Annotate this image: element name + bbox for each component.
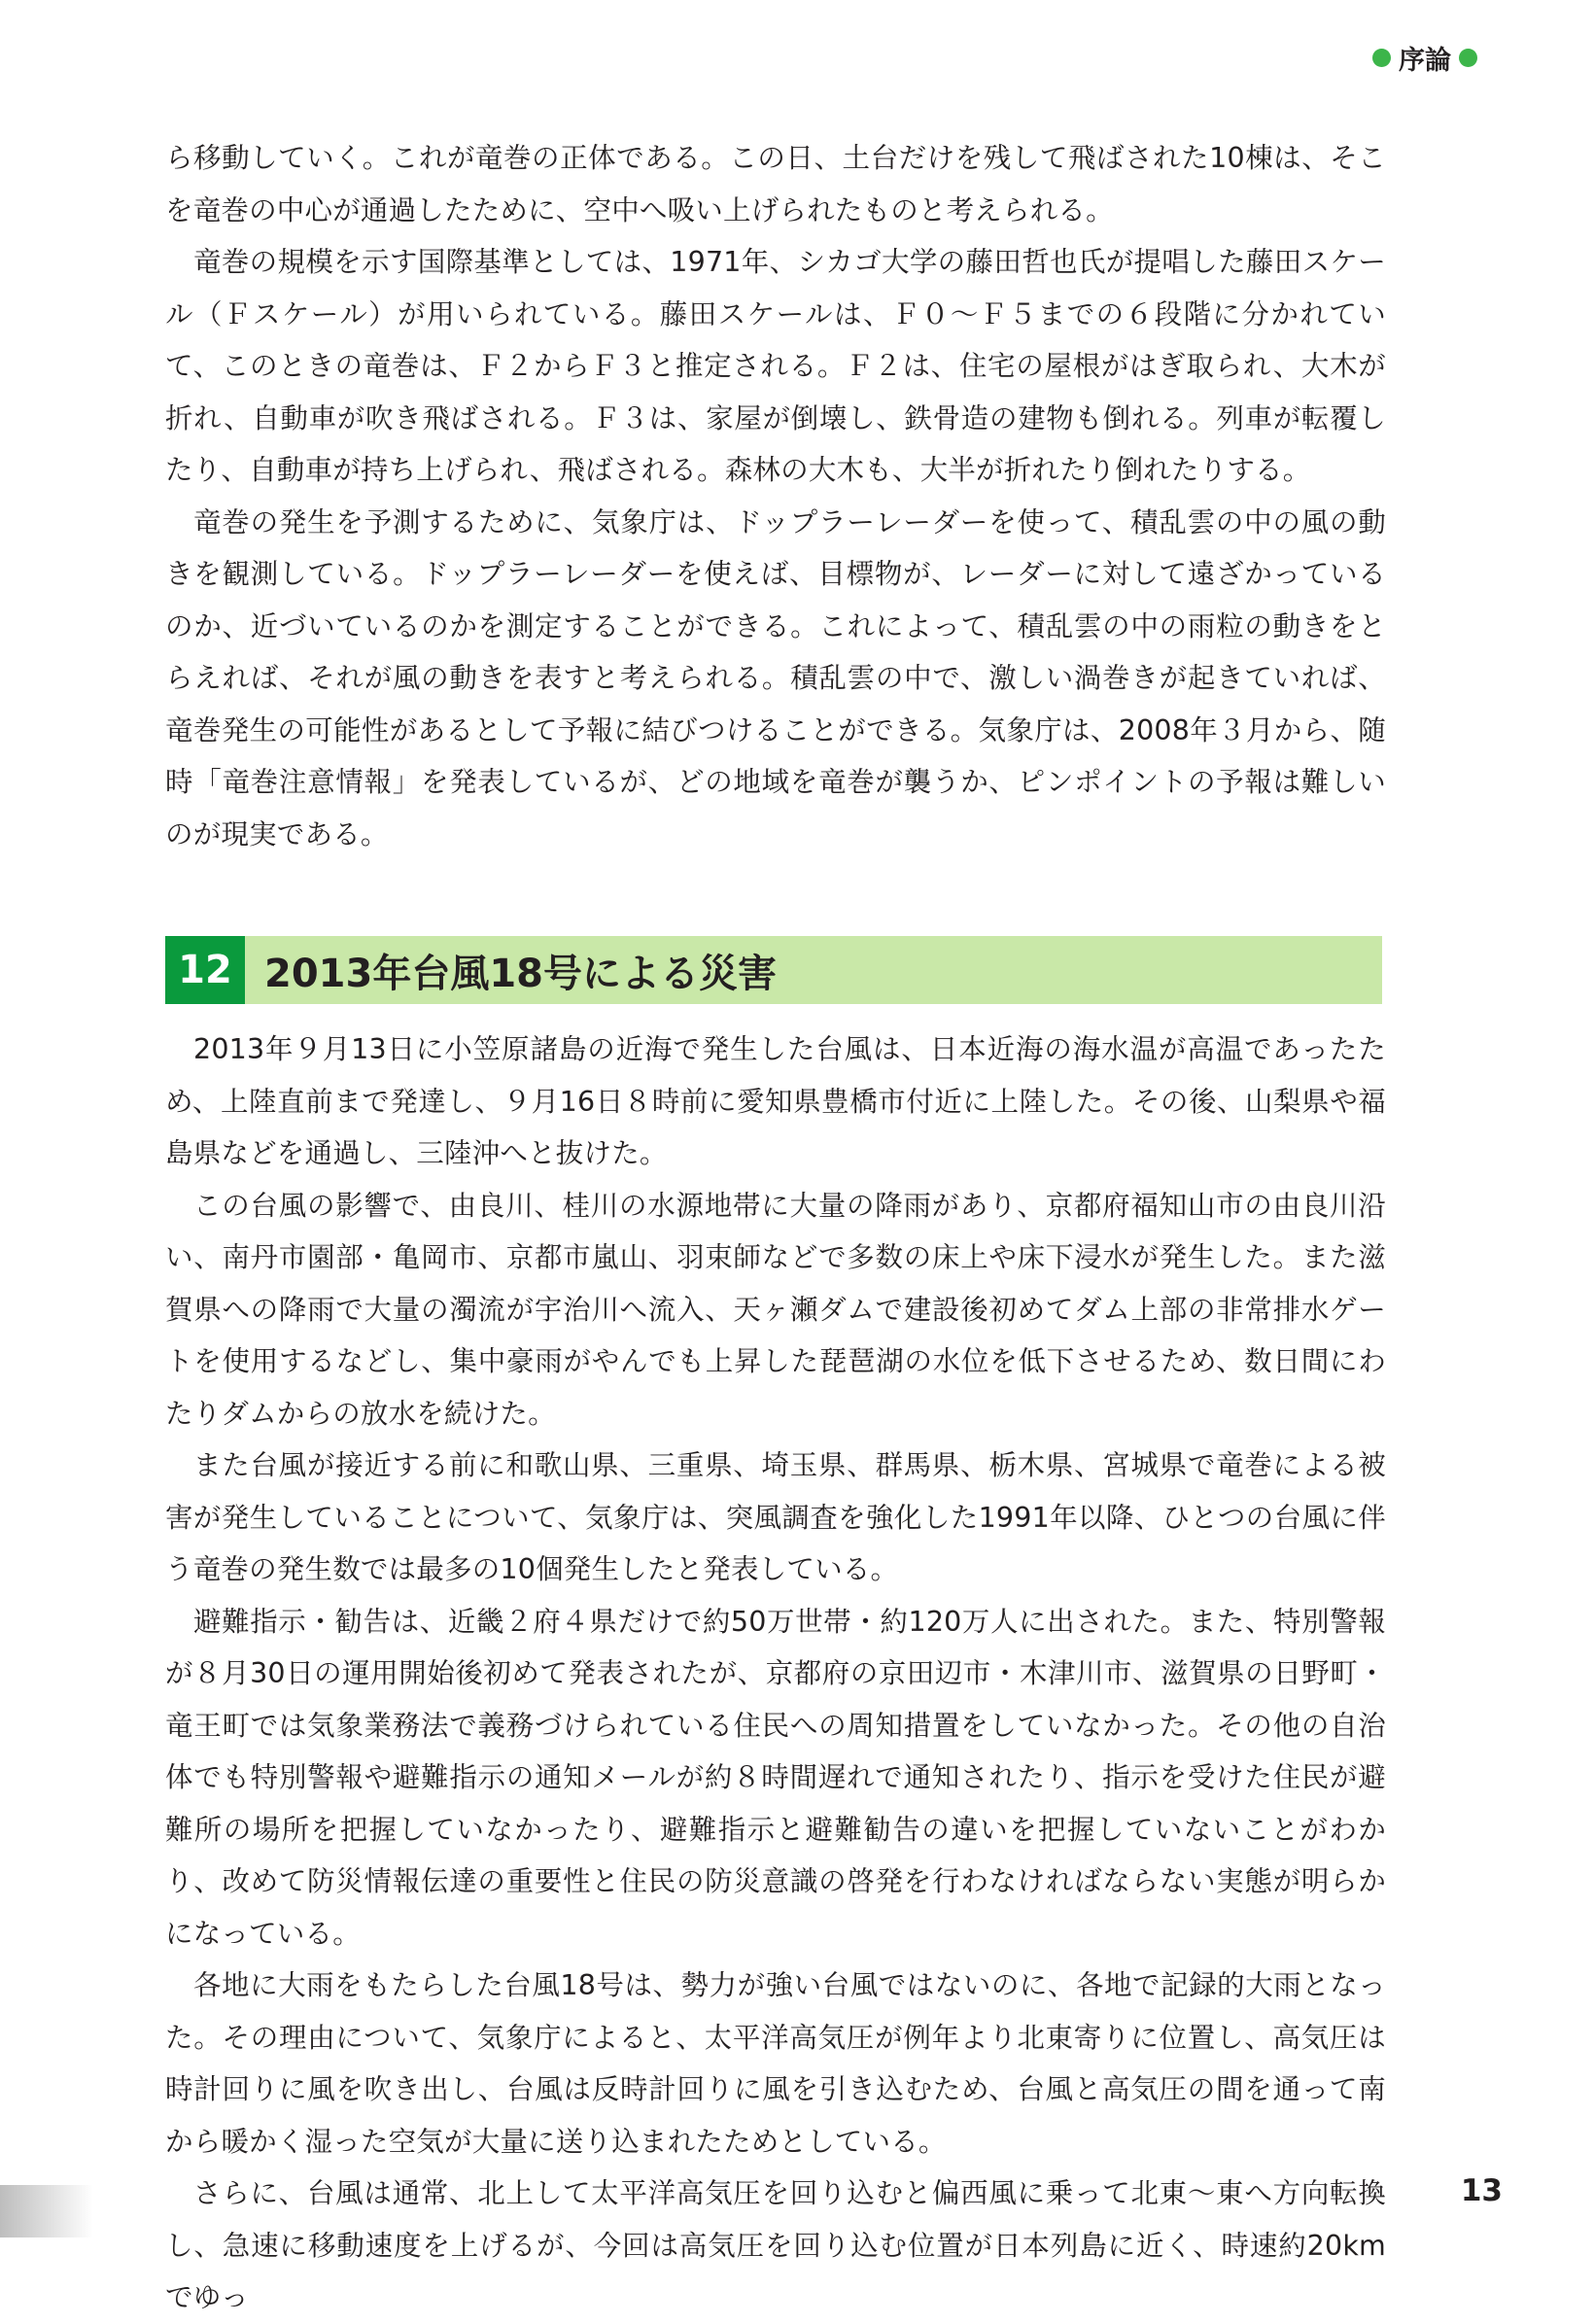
paragraph: また台風が接近する前に和歌山県、三重県、埼玉県、群馬県、栃木県、宮城県で竜巻による被害が発生していることについて、気象庁は、突風調査を強化した1991年以降、ひとつの台風に伴う竜巻の発生数では最多の10個発生したと発表している。 xyxy=(165,1449,1386,1585)
green-dot-icon xyxy=(1459,49,1477,67)
green-dot-icon xyxy=(1372,49,1391,67)
chapter-header xyxy=(1365,39,1485,77)
paragraph: 2013年９月13日に小笠原諸島の近海で発生した台風は、日本近海の海水温が高温であったため、上陸直前まで発達し、９月16日８時前に愛知県豊橋市付近に上陸した。その後、山梨県や福島県などを通過し、三陸沖へと抜けた。 xyxy=(165,1033,1386,1169)
paragraph: 竜巻の発生を予測するために、気象庁は、ドップラーレーダーを使って、積乱雲の中の風の動きを観測している。ドップラーレーダーを使えば、目標物が、レーダーに対して遠ざかっているのか、近づいているのかを測定することができる。これによって、積乱雲の中の雨粒の動きをとらえれば、それが風の動きを表すと考えられる。積乱雲の中で、激しい渦巻きが起きていれば、竜巻発生の可能性があるとして予報に結びつけることができる。気象庁は、2008年３月から、随時「竜巻注意情報」を発表しているが、どの地域を竜巻が襲うか、ピンポイントの予報は難しいのが現実である。 xyxy=(165,505,1386,850)
section-number: 12 xyxy=(165,936,245,1004)
chapter-label: 序論 xyxy=(1399,46,1451,76)
paragraph: 竜巻の規模を示す国際基準としては、1971年、シカゴ大学の藤田哲也氏が提唱した藤田スケール（Ｆスケール）が用いられている。藤田スケールは、Ｆ０～Ｆ５までの６段階に分かれていて、このときの竜巻は、Ｆ２からＦ３と推定される。Ｆ２は、住宅の屋根がはぎ取られ、大木が折れ、自動車が吹き飛ばされる。Ｆ３は、家屋が倒壊し、鉄骨造の建物も倒れる。列車が転覆したり、自動車が持ち上げられ、飛ばされる。森林の大木も、大半が折れたり倒れたりする。 xyxy=(165,246,1386,486)
page-body xyxy=(165,132,1386,2324)
paragraph: 避難指示・勧告は、近畿２府４県だけで約50万世帯・約120万人に出された。また、特別警報が８月30日の運用開始後初めて発表されたが、京都府の京田辺市・木津川市、滋賀県の日野町・竜王町では気象業務法で義務づけられている住民への周知措置をしていなかった。その他の自治体でも特別警報や避難指示の通知メールが約８時間遅れで通知されたり、指示を受けた住民が避難所の場所を把握していなかったり、避難指示と避難勧告の違いを把握していないことがわかり、改めて防災情報伝達の重要性と住民の防災意識の啓発を行わなければならない実態が明らかになっている。 xyxy=(165,1605,1386,1950)
paragraph: この台風の影響で、由良川、桂川の水源地帯に大量の降雨があり、京都府福知山市の由良川沿い、南丹市園部・亀岡市、京都市嵐山、羽束師などで多数の床上や床下浸水が発生した。また滋賀県への降雨で大量の濁流が宇治川へ流入、天ヶ瀬ダムで建設後初めてダム上部の非常排水ゲートを使用するなどし、集中豪雨がやんでも上昇した琵琶湖の水位を低下させるため、数日間にわたりダムからの放水を続けた。 xyxy=(165,1189,1386,1430)
paragraph: ら移動していく。これが竜巻の正体である。この日、土台だけを残して飛ばされた10棟は、そこを竜巻の中心が通過したために、空中へ吸い上げられたものと考えられる。 xyxy=(165,142,1386,226)
section-title: 2013年台風18号による災害 xyxy=(245,936,1382,1004)
paragraph: さらに、台風は通常、北上して太平洋高気圧を回り込むと偏西風に乗って北東～東へ方向転換し、急速に移動速度を上げるが、今回は高気圧を回り込む位置が日本列島に近く、時速約20kmでゆっ xyxy=(165,2177,1386,2313)
page-number: 13 xyxy=(1460,2173,1503,2208)
scan-shadow xyxy=(0,2185,93,2237)
paragraph: 各地に大雨をもたらした台風18号は、勢力が強い台風ではないのに、各地で記録的大雨となった。その理由について、気象庁によると、太平洋高気圧が例年より北東寄りに位置し、高気圧は時計回りに風を吹き出し、台風は反時計回りに風を引き込むため、台風と高気圧の間を通って南から暖かく湿った空気が大量に送り込まれたためとしている。 xyxy=(165,1969,1386,2158)
section-heading xyxy=(165,936,1382,1004)
